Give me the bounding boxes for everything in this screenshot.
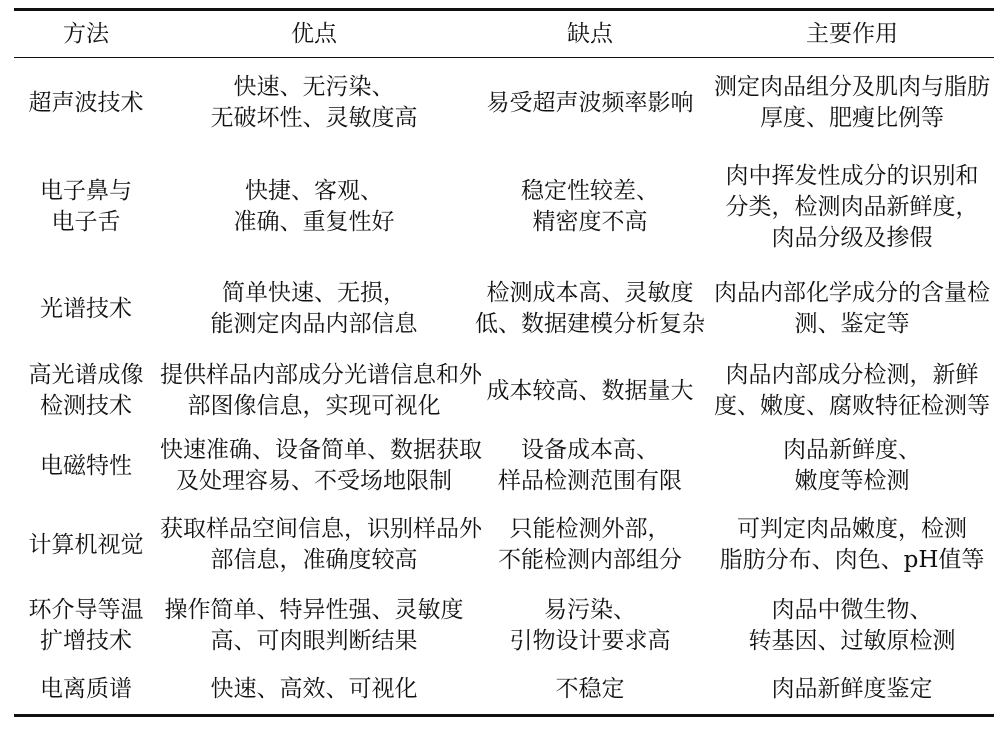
cell-line: 转基因、过敏原检测 xyxy=(748,628,956,654)
cell-pros xyxy=(158,502,482,588)
cell-pros xyxy=(158,266,470,352)
cell-cons xyxy=(470,58,710,148)
cell-line: 快速、高效、可视化 xyxy=(210,675,418,702)
cell-line: 厚度、肥瘦比例等 xyxy=(760,105,944,131)
table-row xyxy=(14,266,994,352)
cell-pros xyxy=(158,664,470,714)
header-pros: 优点 xyxy=(291,20,337,47)
cell-line: 高、可肉眼判断结果 xyxy=(210,628,418,654)
cell-use xyxy=(710,266,994,352)
cell-line: 检测成本高、灵敏度 xyxy=(486,280,694,306)
cell-line: 无破坏性、灵敏度高 xyxy=(210,105,418,131)
cell-line: 脂肪分布、肉色、pH值等 xyxy=(719,547,985,573)
cell-line: 肉品分级及掺假 xyxy=(771,224,933,251)
cell-line: 检测技术 xyxy=(40,393,132,419)
cell-method xyxy=(14,352,158,430)
cell-line: 精密度不高 xyxy=(532,209,648,235)
cell-line: 电子舌 xyxy=(51,209,121,235)
header-row xyxy=(14,11,994,57)
cell-cons xyxy=(470,352,710,430)
cell-line: 成本较高、数据量大 xyxy=(486,377,694,404)
cell-line: 肉品新鲜度鉴定 xyxy=(771,675,933,702)
cell-cons xyxy=(470,664,710,714)
cell-line: 只能检测外部， xyxy=(509,516,671,542)
cell-use xyxy=(710,58,994,148)
cell-line: 操作简单、特异性强、灵敏度 xyxy=(164,597,464,623)
cell-line: 获取样品空间信息，识别样品外 xyxy=(160,516,482,542)
cell-cons xyxy=(470,502,710,588)
cell-line: 稳定性较差、 xyxy=(521,178,659,204)
cell-line: 设备成本高、 xyxy=(521,437,659,463)
cell-line: 高光谱成像 xyxy=(28,362,144,388)
cell-line: 及处理容易、不受场地限制 xyxy=(176,468,452,494)
cell-line: 分类，检测肉品新鲜度， xyxy=(725,193,979,220)
cell-use xyxy=(710,352,994,430)
header-method: 方法 xyxy=(63,20,109,47)
cell-method xyxy=(14,266,158,352)
cell-pros xyxy=(158,352,482,430)
cell-line: 电子鼻与 xyxy=(40,178,132,204)
table-row xyxy=(14,148,994,266)
cell-line: 部信息，准确度较高 xyxy=(210,547,418,573)
cell-line: 不稳定 xyxy=(555,675,625,702)
cell-line: 电磁特性 xyxy=(40,452,132,479)
cell-line: 肉品新鲜度、 xyxy=(783,437,921,463)
cell-method xyxy=(14,664,158,714)
cell-line: 易污染、 xyxy=(544,597,636,623)
cell-line: 肉中挥发性成分的识别和 xyxy=(725,162,979,189)
cell-pros xyxy=(158,58,470,148)
cell-line: 肉品内部成分检测，新鲜 xyxy=(725,362,979,388)
table-row xyxy=(14,588,994,664)
comparison-table-container xyxy=(14,8,994,717)
cell-method xyxy=(14,502,158,588)
cell-method xyxy=(14,58,158,148)
cell-use xyxy=(710,148,994,266)
cell-line: 易受超声波频率影响 xyxy=(486,89,694,116)
cell-method xyxy=(14,148,158,266)
cell-line: 提供样品内部成分光谱信息和外 xyxy=(160,362,482,388)
table-row xyxy=(14,58,994,148)
cell-pros xyxy=(158,148,470,266)
cell-cons xyxy=(470,430,710,502)
cell-cons xyxy=(470,266,710,352)
cell-cons xyxy=(470,588,710,664)
cell-line: 测、鉴定等 xyxy=(794,311,910,337)
cell-use xyxy=(710,502,994,588)
cell-line: 低、数据建模分析复杂 xyxy=(475,311,705,337)
table-row xyxy=(14,430,994,502)
cell-line: 计算机视觉 xyxy=(28,531,144,558)
cell-line: 测定肉品组分及肌肉与脂肪 xyxy=(714,74,990,100)
cell-line: 能测定肉品内部信息 xyxy=(210,311,418,337)
table-row xyxy=(14,352,994,430)
cell-method xyxy=(14,588,158,664)
cell-line: 可判定肉品嫩度，检测 xyxy=(737,516,967,542)
cell-pros xyxy=(158,430,482,502)
cell-line: 环介导等温 xyxy=(28,597,144,623)
comparison-table xyxy=(14,11,994,57)
bottom-rule xyxy=(14,714,994,717)
cell-line: 度、嫩度、腐败特征检测等 xyxy=(714,393,990,419)
cell-line: 简单快速、无损， xyxy=(222,280,406,306)
header-cons: 缺点 xyxy=(567,20,613,47)
cell-line: 引物设计要求高 xyxy=(509,628,671,654)
cell-line: 光谱技术 xyxy=(40,295,132,322)
cell-line: 扩增技术 xyxy=(40,628,132,654)
cell-line: 快速、无污染、 xyxy=(233,74,395,100)
cell-line: 肉品内部化学成分的含量检 xyxy=(714,280,990,306)
cell-line: 不能检测内部组分 xyxy=(498,547,682,573)
table-row xyxy=(14,664,994,714)
table-row xyxy=(14,502,994,588)
comparison-table-body xyxy=(14,58,994,714)
cell-line: 肉品中微生物、 xyxy=(771,597,933,623)
cell-line: 嫩度等检测 xyxy=(794,468,910,494)
cell-line: 超声波技术 xyxy=(28,89,144,116)
cell-use xyxy=(710,430,994,502)
cell-line: 快速准确、设备简单、数据获取 xyxy=(160,437,482,463)
cell-method xyxy=(14,430,158,502)
cell-line: 准确、重复性好 xyxy=(233,209,395,235)
cell-line: 快捷、客观、 xyxy=(245,178,383,204)
header-use: 主要作用 xyxy=(806,20,898,47)
cell-pros xyxy=(158,588,470,664)
cell-line: 部图像信息，实现可视化 xyxy=(187,393,441,419)
cell-cons xyxy=(470,148,710,266)
cell-line: 电离质谱 xyxy=(40,675,132,702)
cell-use xyxy=(710,664,994,714)
cell-use xyxy=(710,588,994,664)
cell-line: 样品检测范围有限 xyxy=(498,468,682,494)
